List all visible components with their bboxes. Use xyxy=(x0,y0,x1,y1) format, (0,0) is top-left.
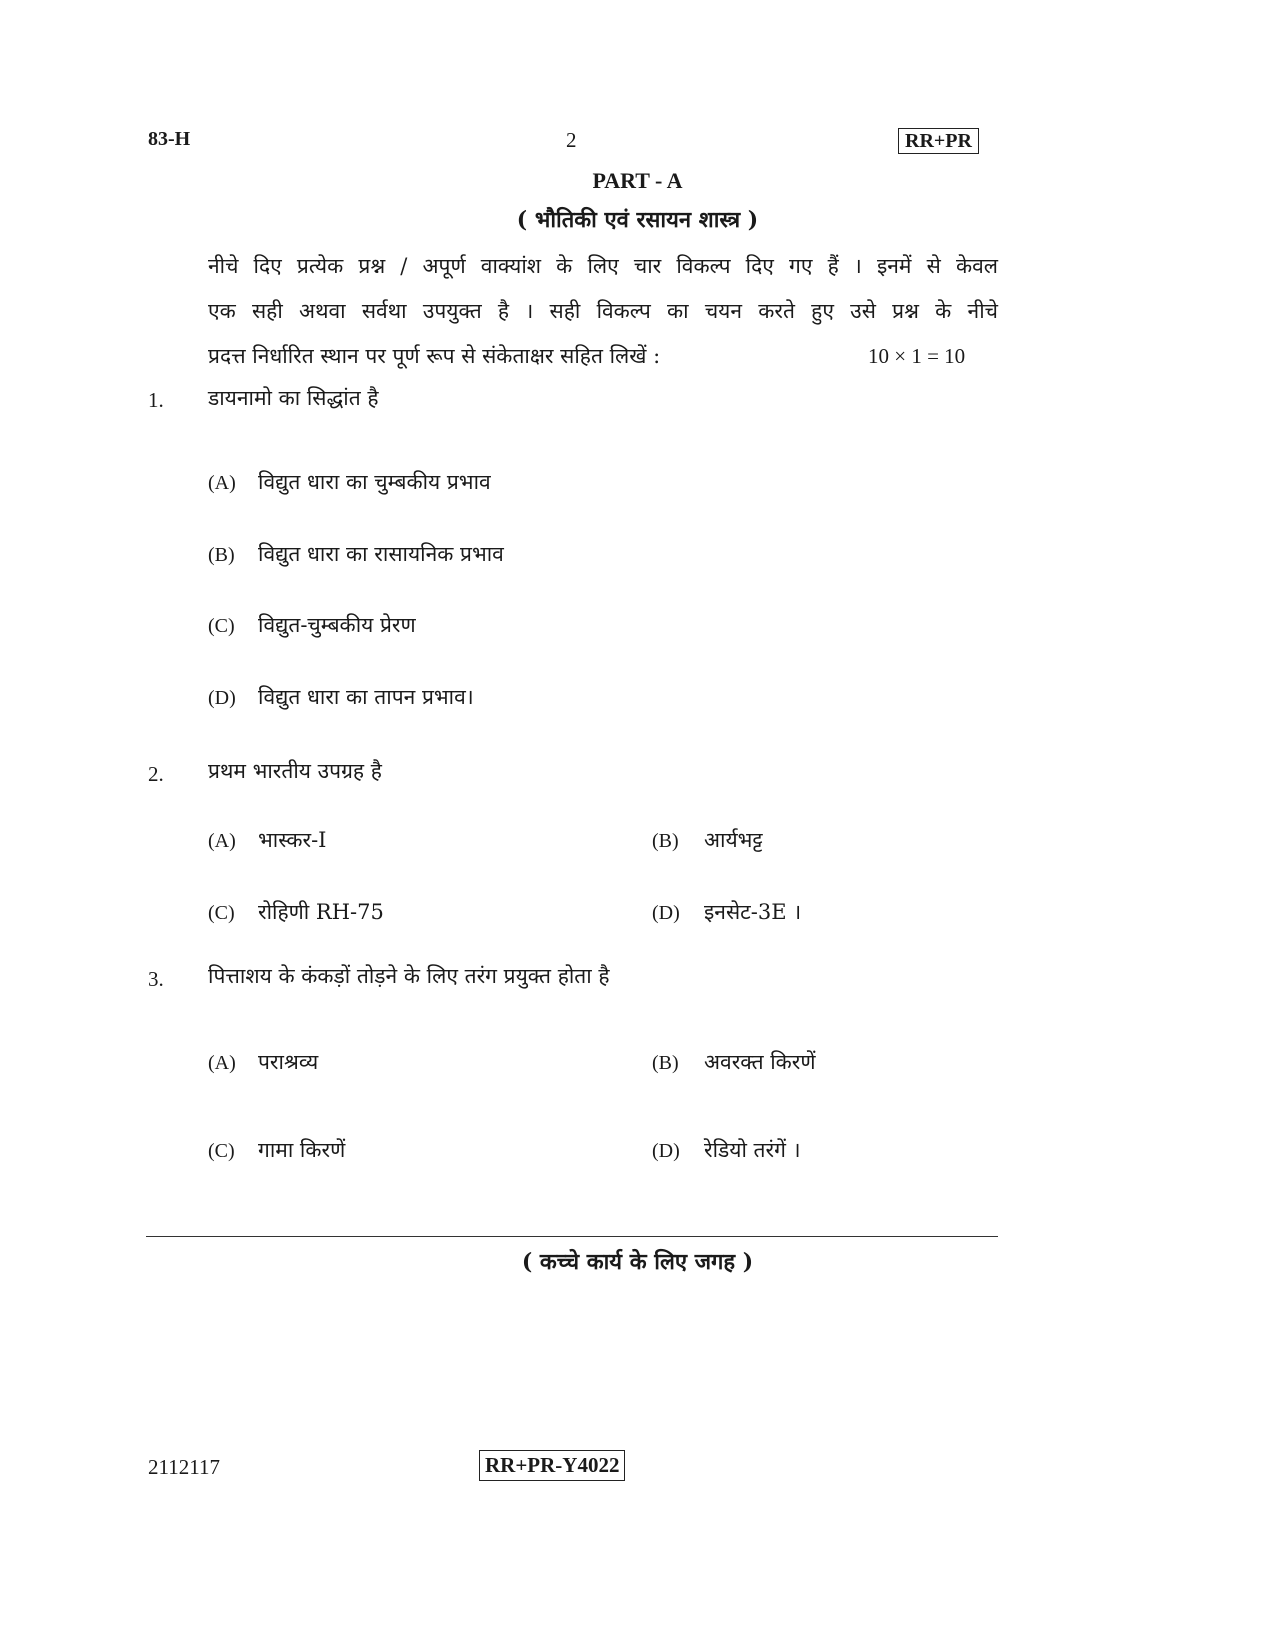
option-label: (C) xyxy=(208,902,235,924)
option-text: भास्कर-I xyxy=(258,828,327,852)
question-text: प्रथम भारतीय उपग्रह है xyxy=(208,759,382,783)
question-text: पित्ताशय के कंकड़ों तोड़ने के लिए तरंग प्रयुक्त होता है xyxy=(208,964,610,988)
question-number: 1. xyxy=(148,388,164,412)
footer-number: 2112117 xyxy=(148,1455,220,1479)
option-label: (B) xyxy=(208,544,235,566)
footer-code-box: RR+PR-Y4022 xyxy=(479,1450,625,1481)
option-label: (B) xyxy=(652,830,679,852)
option-label: (D) xyxy=(652,1140,680,1162)
paper-code: 83-H xyxy=(148,128,191,150)
option-label: (D) xyxy=(208,687,236,709)
option-text: गामा किरणें xyxy=(258,1138,346,1162)
option-label: (C) xyxy=(208,615,235,637)
instruction-line: एक सही अथवा सर्वथा उपयुक्त है । सही विकल्प का चयन करते हुए उसे प्रश्न के नीचे xyxy=(208,299,998,323)
option-label: (A) xyxy=(208,472,236,494)
divider-line xyxy=(146,1236,998,1237)
question-number: 3. xyxy=(148,967,164,991)
question-text: डायनामो का सिद्धांत है xyxy=(208,386,379,410)
instruction-line: नीचे दिए प्रत्येक प्रश्न / अपूर्ण वाक्यांश के लिए चार विकल्प दिए गए हैं । इनमें से केवल xyxy=(208,254,998,278)
option-label: (A) xyxy=(208,1052,236,1074)
question-number: 2. xyxy=(148,762,164,786)
option-text: इनसेट-3E । xyxy=(704,900,802,924)
option-text: विद्युत धारा का तापन प्रभाव। xyxy=(258,685,474,709)
option-text: रोहिणी RH-75 xyxy=(258,900,384,924)
option-text: विद्युत-चुम्बकीय प्रेरण xyxy=(258,613,416,637)
series-box: RR+PR xyxy=(898,128,979,154)
part-subtitle: ( भौतिकी एवं रसायन शास्त्र ) xyxy=(516,207,759,233)
option-label: (D) xyxy=(652,902,680,924)
option-text: आर्यभट्ट xyxy=(704,828,763,852)
option-text: अवरक्त किरणें xyxy=(704,1050,816,1074)
option-label: (A) xyxy=(208,830,236,852)
option-text: रेडियो तरंगें । xyxy=(704,1138,801,1162)
option-label: (C) xyxy=(208,1140,235,1162)
marks-scheme: 10 × 1 = 10 xyxy=(868,344,966,368)
rough-work-label: ( कच्चे कार्य के लिए जगह ) xyxy=(521,1249,754,1275)
option-text: पराश्रव्य xyxy=(258,1050,319,1074)
option-label: (B) xyxy=(652,1052,679,1074)
option-text: विद्युत धारा का चुम्बकीय प्रभाव xyxy=(258,470,491,494)
option-text: विद्युत धारा का रासायनिक प्रभाव xyxy=(258,542,504,566)
instruction-line: प्रदत्त निर्धारित स्थान पर पूर्ण रूप से संकेताक्षर सहित लिखें : xyxy=(208,344,661,368)
part-title: PART - A xyxy=(592,168,683,193)
page-number: 2 xyxy=(566,128,577,152)
